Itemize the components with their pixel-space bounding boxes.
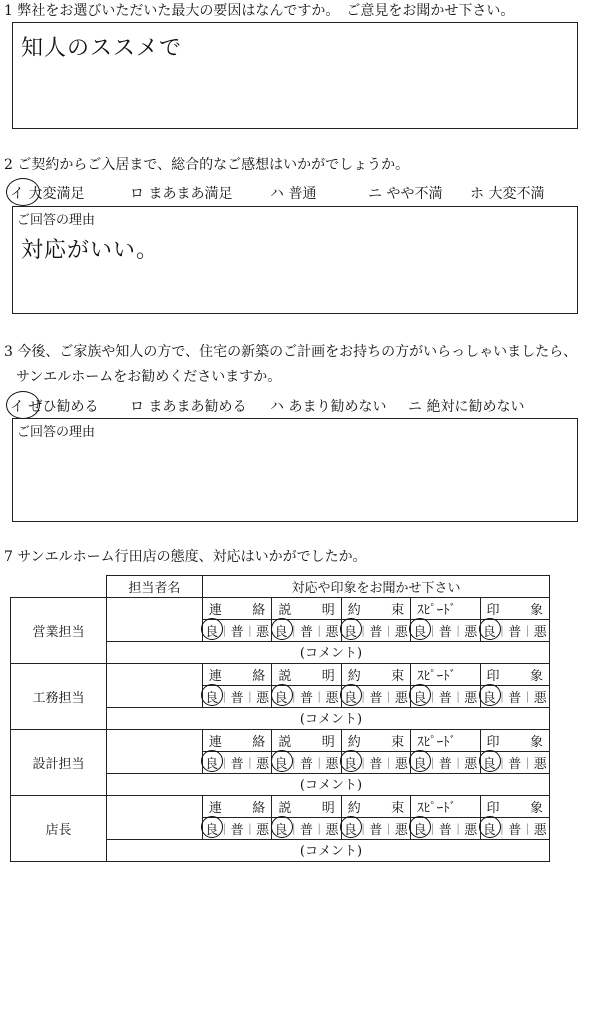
rating-label: 普 [230, 757, 244, 772]
reason-box-2 [12, 206, 578, 314]
rating-good-circled: 良 [413, 621, 426, 640]
rating-label: 普 [230, 625, 244, 640]
role-3: 店長 [11, 796, 107, 862]
rating-label: 普 [369, 691, 383, 706]
rating-cell: 良 | 普 | 悪 [411, 752, 480, 774]
rating-good-circled: 良 [275, 819, 288, 838]
rating-good-circled: 良 [344, 753, 357, 772]
rating-label: 普 [508, 823, 522, 838]
q3-option-1: イ ぜひ勧める [10, 399, 99, 415]
rating-label: 普 [369, 625, 383, 640]
rating-label: 悪 [256, 625, 270, 640]
rating-cell: 良 | 普 | 悪 [272, 752, 341, 774]
tanto-name-cell [106, 664, 202, 708]
rating-good-circled: 良 [483, 687, 496, 706]
category-label: 印 象 [480, 598, 549, 620]
rating-cell: 良 | 普 | 悪 [480, 686, 549, 708]
q3-reason-label: ご回答の理由 [17, 425, 96, 440]
rating-cell: 良 | 普 | 悪 [341, 620, 410, 642]
rating-good-circled: 良 [483, 819, 496, 838]
rating-label: 普 [299, 625, 313, 640]
rating-cell: 良 | 普 | 悪 [202, 686, 271, 708]
category-label: 約 束 [341, 598, 410, 620]
rating-cell: 良 | 普 | 悪 [202, 818, 271, 840]
rating-label: 悪 [325, 757, 339, 772]
rating-label: 普 [299, 691, 313, 706]
rating-label: 普 [438, 691, 452, 706]
category-label: 印 象 [480, 664, 549, 686]
header-tanto: 担当者名 [106, 576, 202, 598]
role-2: 設計担当 [11, 730, 107, 796]
rating-label: 悪 [256, 823, 270, 838]
category-label: 説 明 [272, 598, 341, 620]
rating-good-circled: 良 [275, 753, 288, 772]
category-label: 説 明 [272, 664, 341, 686]
rating-cell: 良 | 普 | 悪 [411, 686, 480, 708]
q3-option-4: ニ 絶対に勧めない [408, 399, 525, 415]
rating-label: 普 [369, 823, 383, 838]
rating-cell: 良 | 普 | 悪 [202, 620, 271, 642]
category-label: 連 絡 [202, 730, 271, 752]
category-label: 説 明 [272, 796, 341, 818]
rating-good-circled: 良 [413, 687, 426, 706]
comment-cell: (コメント) [106, 642, 549, 664]
rating-cell: 良 | 普 | 悪 [480, 818, 549, 840]
rating-label: 悪 [533, 757, 547, 772]
rating-label: 悪 [394, 757, 408, 772]
category-label: 約 束 [341, 796, 410, 818]
rating-label: 悪 [256, 757, 270, 772]
q2-option-1: イ 大変満足 [10, 186, 85, 202]
category-label: 約 束 [341, 664, 410, 686]
rating-label: 普 [508, 625, 522, 640]
q2-reason-label: ご回答の理由 [17, 213, 96, 228]
rating-cell: 良 | 普 | 悪 [341, 752, 410, 774]
rating-good-circled: 良 [205, 621, 218, 640]
rating-label: 悪 [394, 625, 408, 640]
rating-label: 普 [508, 691, 522, 706]
category-label: ｽﾋﾟｰﾄﾞ [411, 598, 480, 620]
category-label: 印 象 [480, 730, 549, 752]
rating-good-circled: 良 [483, 753, 496, 772]
q3-option-2: ロ まあまあ勧める [130, 399, 247, 415]
rating-label: 普 [438, 625, 452, 640]
q3-selected-circle [6, 391, 40, 419]
role-1: 工務担当 [11, 664, 107, 730]
q2-option-5: ホ 大変不満 [470, 186, 545, 202]
category-label: 印 象 [480, 796, 549, 818]
q2-option-2: ロ まあまあ満足 [130, 186, 233, 202]
rating-good-circled: 良 [205, 753, 218, 772]
rating-label: 普 [438, 757, 452, 772]
rating-label: 普 [230, 691, 244, 706]
rating-label: 普 [299, 757, 313, 772]
rating-cell: 良 | 普 | 悪 [411, 620, 480, 642]
rating-label: 悪 [394, 691, 408, 706]
rating-label: 悪 [325, 625, 339, 640]
question-3-line2: サンエルホームをお勧めくださいますか。 [16, 369, 282, 385]
question-1: 1 弊社をお選びいただいた最大の要因はなんですか。 ご意見をお聞かせ下さい。 [4, 3, 515, 19]
rating-label: 普 [369, 757, 383, 772]
rating-label: 悪 [464, 625, 478, 640]
category-label: 説 明 [272, 730, 341, 752]
rating-label: 悪 [533, 823, 547, 838]
rating-label: 普 [508, 757, 522, 772]
rating-good-circled: 良 [275, 687, 288, 706]
rating-good-circled: 良 [344, 621, 357, 640]
rating-cell: 良 | 普 | 悪 [341, 686, 410, 708]
tanto-name-cell [106, 796, 202, 840]
rating-label: 悪 [394, 823, 408, 838]
rating-label: 悪 [325, 823, 339, 838]
rating-cell: 良 | 普 | 悪 [272, 686, 341, 708]
rating-label: 悪 [464, 757, 478, 772]
q3-option-3: ハ あまり勧めない [270, 399, 387, 415]
rating-cell: 良 | 普 | 悪 [202, 752, 271, 774]
rating-cell: 良 | 普 | 悪 [480, 620, 549, 642]
question-2: 2 ご契約からご入居まで、総合的なご感想はいかがでしょうか。 [4, 157, 410, 173]
rating-good-circled: 良 [344, 819, 357, 838]
answer-1-handwriting: 知人のススメで [21, 36, 183, 61]
rating-good-circled: 良 [413, 753, 426, 772]
rating-label: 普 [438, 823, 452, 838]
q2-reason-handwriting: 対応がいい。 [21, 238, 160, 263]
rating-good-circled: 良 [275, 621, 288, 640]
category-label: 連 絡 [202, 796, 271, 818]
rating-cell: 良 | 普 | 悪 [411, 818, 480, 840]
category-label: 約 束 [341, 730, 410, 752]
category-label: ｽﾋﾟｰﾄﾞ [411, 730, 480, 752]
rating-good-circled: 良 [205, 687, 218, 706]
rating-good-circled: 良 [205, 819, 218, 838]
reason-box-3 [12, 418, 578, 522]
rating-cell: 良 | 普 | 悪 [480, 752, 549, 774]
rating-label: 悪 [256, 691, 270, 706]
comment-cell: (コメント) [106, 774, 549, 796]
answer-box-1 [12, 22, 578, 129]
rating-label: 悪 [464, 691, 478, 706]
rating-cell: 良 | 普 | 悪 [272, 620, 341, 642]
q2-option-3: ハ 普通 [270, 186, 317, 202]
role-0: 営業担当 [11, 598, 107, 664]
rating-cell: 良 | 普 | 悪 [341, 818, 410, 840]
q2-option-4: ニ やや不満 [368, 186, 443, 202]
q2-selected-circle [6, 178, 40, 206]
header-feedback: 対応や印象をお聞かせ下さい [202, 576, 549, 598]
comment-cell: (コメント) [106, 708, 549, 730]
rating-label: 普 [230, 823, 244, 838]
tanto-name-cell [106, 730, 202, 774]
rating-good-circled: 良 [413, 819, 426, 838]
rating-label: 悪 [533, 625, 547, 640]
rating-label: 悪 [325, 691, 339, 706]
rating-good-circled: 良 [344, 687, 357, 706]
tanto-name-cell [106, 598, 202, 642]
category-label: ｽﾋﾟｰﾄﾞ [411, 796, 480, 818]
comment-cell: (コメント) [106, 840, 549, 862]
evaluation-table [10, 575, 550, 862]
rating-good-circled: 良 [483, 621, 496, 640]
question-3-line1: 3 今後、ご家族や知人の方で、住宅の新築のご計画をお持ちの方がいらっしゃいましたら、 [4, 344, 578, 360]
rating-cell: 良 | 普 | 悪 [272, 818, 341, 840]
rating-label: 悪 [464, 823, 478, 838]
question-7: 7 サンエルホーム行田店の態度、対応はいかがでしたか。 [4, 549, 367, 565]
rating-label: 普 [299, 823, 313, 838]
category-label: ｽﾋﾟｰﾄﾞ [411, 664, 480, 686]
rating-label: 悪 [533, 691, 547, 706]
category-label: 連 絡 [202, 664, 271, 686]
category-label: 連 絡 [202, 598, 271, 620]
